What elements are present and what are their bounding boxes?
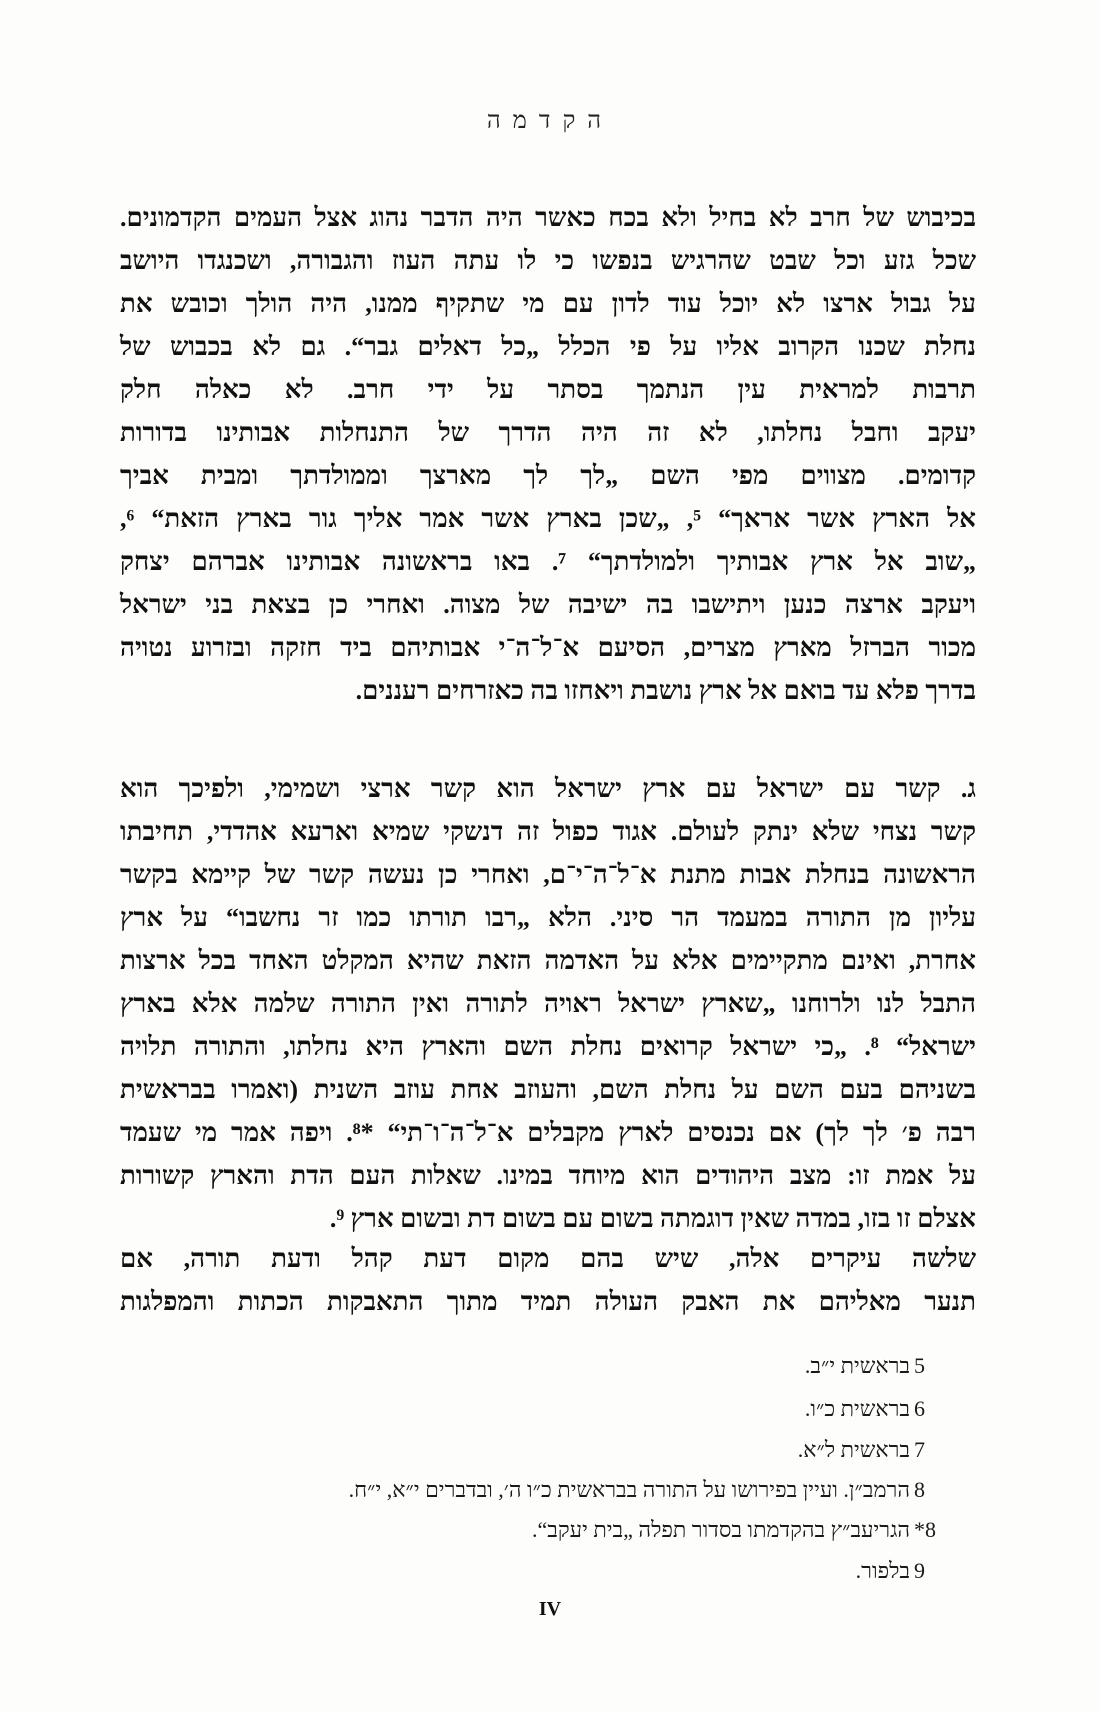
paragraph-1-line: נחלת שכנו הקרוב אליו על פי הכלל „כל דאלים גבר“. גם לא בכבוש של <box>120 332 976 361</box>
paragraph-2-line: הראשונה בנחלת אבות מתנת א־ל־ה־י־ם, ואחרי כן נעשה קשר של קיימא בקשר <box>120 860 976 889</box>
paragraph-3-line: שלשה עיקרים אלה, שיש בהם מקום דעת קהל ודעת תורה, אם <box>120 1244 976 1273</box>
paragraph-2-line: ישראל“ ⁸. „כי ישראל קרואים נחלת השם והארץ היא נחלתו, והתורה תלויה <box>120 1032 976 1061</box>
paragraph-2-line: אחרת, ואינם מתקיימים אלא על האדמה הזאת שהיא המקלט האחד בכל ארצות <box>120 946 976 975</box>
paragraph-2-line: קשר נצחי שלא ינתק לעולם. אגוד כפול זה דנשקי שמיא וארעא אהדדי, תחיבתו <box>120 817 976 846</box>
footnote-number: 7 <box>914 1437 925 1462</box>
footnote-number: 5 <box>914 1353 925 1378</box>
paragraph-2-line: על אמת זו: מצב היהודים הוא מיוחד במינו. שאלות העם הדת והארץ קשורות <box>120 1161 976 1190</box>
footnote-number: 8 <box>914 1477 925 1502</box>
paragraph-2-line: בשניהם בעם השם על נחלת השם, והעוזב אחת עוזב השנית (ואמרו בבראשית <box>120 1075 976 1104</box>
paragraph-2-line: התבל לנו ולרוחנו „שארץ ישראל ראויה לתורה ואין התורה שלמה אלא בארץ <box>120 989 976 1018</box>
paragraph-2-line: אצלם זו בזו, במדה שאין דוגמתה בשום עם בשום דת ובשום ארץ ⁹. <box>329 1204 976 1233</box>
paragraph-1-line: בכיבוש של חרב לא בחיל ולא בכח כאשר היה הדבר נהוג אצל העמים הקדמונים. <box>120 203 976 232</box>
footnote-text: בראשית ל״א. <box>797 1437 910 1462</box>
footnote-text: הרמב״ן. ועיין בפירושו על התורה בבראשית כ״ו ה׳, ובדברים י״א, י״ח. <box>348 1477 910 1502</box>
paragraph-2-line: רבה פ׳ לך לך) אם נכנסים לארץ מקבלים א־ל־ה־ו־תי“ *⁸. ויפה אמר מי שעמד <box>120 1118 977 1147</box>
paragraph-1-line: „שוב אל ארץ אבותיך ולמולדתך“ ⁷. באו בראשונה אבותינו אברהם יצחק <box>120 547 976 576</box>
paragraph-1-line: על גבול ארצו לא יוכל עוד לדון עם מי שתקיף ממנו, היה הולך וכובש את <box>120 289 976 318</box>
paragraph-3-line: תנער מאליהם את האבק העולה תמיד מתוך התאבקות הכתות והמפלגות <box>120 1287 976 1316</box>
paragraph-1-line: בדרך פלא עד בואם אל ארץ נושבת ויאחזו בה כאזרחים רעננים. <box>355 676 976 705</box>
paragraph-1-line: יעקב וחבל נחלתו, לא זה היה הדרך של התנחלות אבותינו בדורות <box>120 418 976 447</box>
paragraph-2-line: עליון מן התורה במעמד הר סיני. הלא „רבו תורתו כמו זר נחשבו“ על ארץ <box>120 903 976 932</box>
paragraph-1-line: ויעקב ארצה כנען ויתישבו בה ישיבה של מצוה. ואחרי כן בצאת בני ישראל <box>120 590 976 619</box>
paragraph-1-line: מכור הברזל מארץ מצרים, הסיעם א־ל־ה־י אבותיהם ביד חזקה ובזרוע נטויה <box>120 633 976 662</box>
footnote-text: בלפור. <box>855 1558 910 1583</box>
paragraph-1-line: שכל גזע וכל שבט שהרגיש בנפשו כי לו עתה העוז והגבורה, ושכנגדו היושב <box>120 246 976 275</box>
footnote-number: *8 <box>914 1517 936 1542</box>
paragraph-1-line: קדומים. מצווים מפי השם „לך לך מארצך וממולדתך ומבית אביך <box>120 461 976 490</box>
footnote-number: 9 <box>914 1558 925 1583</box>
footnote-text: הגריעב״ץ בהקדמתו בסדור תפלה „בית יעקב“. <box>532 1517 910 1542</box>
footnote-number: 6 <box>914 1396 925 1421</box>
page-title: הקדמה <box>486 108 614 134</box>
paragraph-1-line: אל הארץ אשר אראך“ ⁵, „שכן בארץ אשר אמר אליך גור בארץ הזאת“ ⁶, <box>120 504 976 533</box>
footnote-text: בראשית כ״ו. <box>804 1396 910 1421</box>
page-number: IV <box>538 1598 562 1620</box>
paragraph-2-line: ג. קשר עם ישראל עם ארץ ישראל הוא קשר ארצי ושמימי, ולפיכך הוא <box>120 774 976 803</box>
paragraph-1-line: תרבות למראית עין הנתמך בסתר על ידי חרב. לא כאלה חלק <box>120 375 976 404</box>
footnote-text: בראשית י״ב. <box>804 1353 910 1378</box>
